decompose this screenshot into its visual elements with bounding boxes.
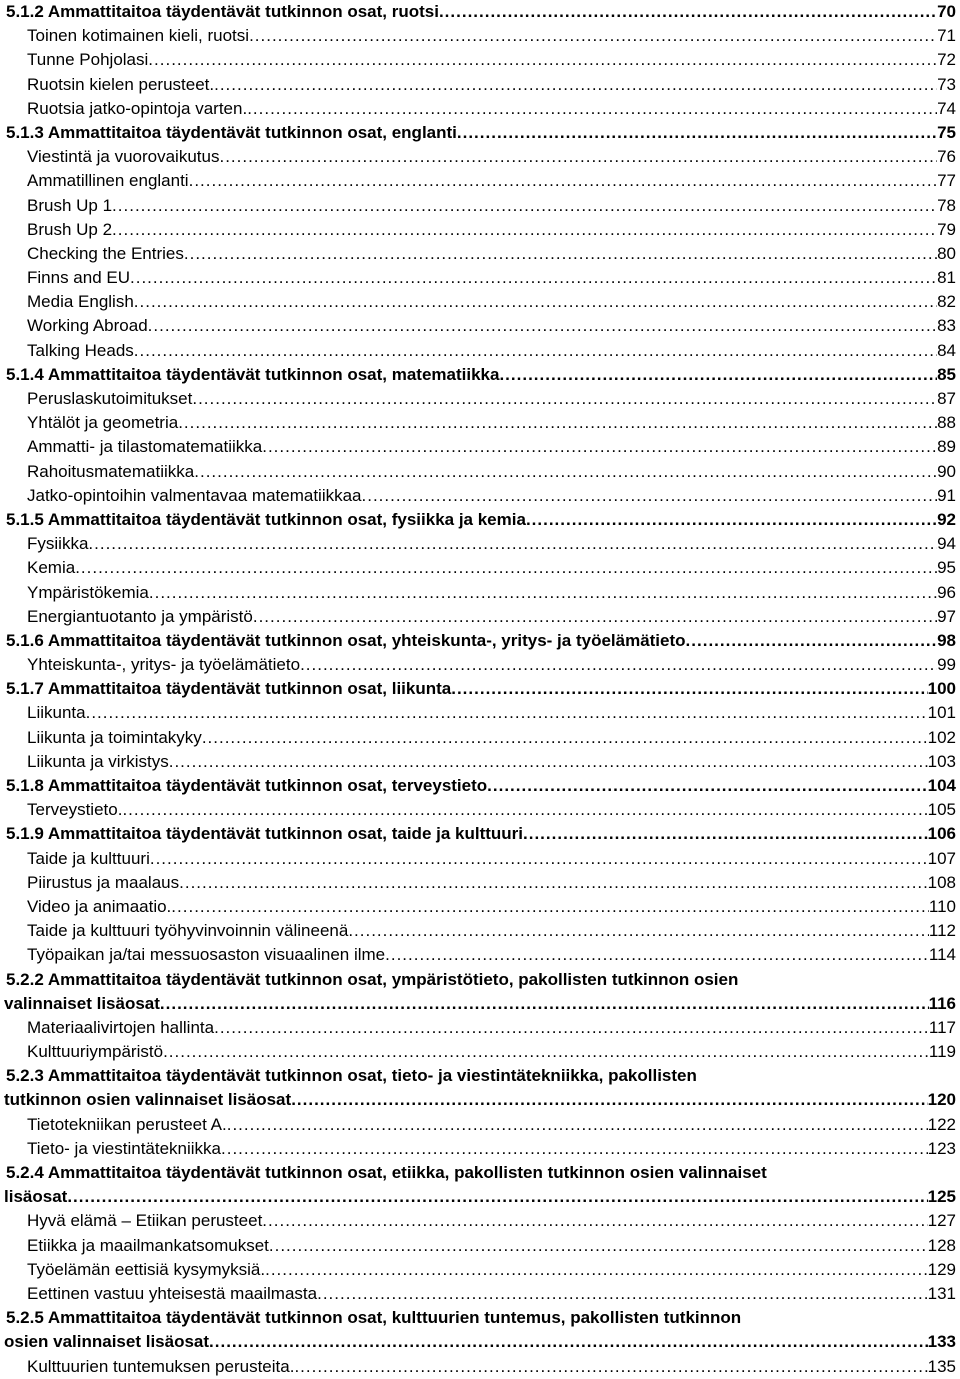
toc-page-number: 125 [927,1187,956,1207]
toc-entry[interactable] [0,97,960,121]
toc-entry-title: Video ja animaatio. [27,896,172,916]
toc-page-number: 91 [937,485,956,505]
toc-entry[interactable] [0,194,960,218]
toc-entry-title: 5.1.5 Ammattitaitoa täydentävät tutkinnon osat, fysiikka ja kemia [6,509,526,529]
toc-entry[interactable] [0,1137,960,1161]
toc-entry-title-continued: osien valinnaiset lisäosat [4,1332,210,1352]
dot-leader [457,121,937,145]
toc-entry[interactable] [0,460,960,484]
dot-leader [149,581,937,605]
toc-page-number: 75 [937,122,956,142]
dot-leader [214,73,937,97]
toc-entry-title: Tieto- ja viestintätekniikka [27,1138,222,1158]
toc-entry-title: Terveystieto. [27,800,123,820]
toc-entry[interactable] [0,435,960,459]
toc-page-number: 131 [927,1283,956,1303]
toc-entry-continuation[interactable] [0,992,960,1016]
dot-leader [269,1234,928,1258]
toc-entry-heading[interactable] [0,1306,960,1330]
toc-entry-title: Tunne Pohjolasi [27,50,149,70]
toc-entry[interactable] [0,314,960,338]
toc-page-number: 74 [937,98,956,118]
toc-entry[interactable] [0,1234,960,1258]
toc-page-number: 85 [937,364,956,384]
dot-leader [179,871,928,895]
toc-page-number: 73 [937,74,956,94]
toc-page-number: 92 [937,509,956,529]
toc-page-number: 77 [937,171,956,191]
dot-leader [134,339,937,363]
toc-entry-title: Kulttuurien tuntemuksen perusteita. [27,1356,295,1376]
dot-leader [221,1137,928,1161]
toc-entry-title: 5.1.8 Ammattitaitoa täydentävät tutkinnon osat, terveystieto [6,776,488,795]
toc-page-number: 116 [928,993,956,1013]
toc-page-number: 76 [937,147,956,167]
toc-page-number: 78 [937,195,956,215]
toc-entry-title: Fysiikka [27,534,89,554]
toc-entry[interactable] [0,605,960,629]
toc-entry-title: Liikunta ja toimintakyky [27,727,202,747]
toc-entry-title: Ruotsia jatko-opintoja varten. [27,98,248,118]
toc-entry[interactable] [0,871,960,895]
toc-entry[interactable] [0,169,960,193]
toc-entry[interactable] [0,411,960,435]
toc-page-number: 104 [927,776,956,795]
toc-page-number: 83 [937,316,956,336]
toc-entry-title: Jatko-opintoihin valmentavaa matematiikkaa [27,485,362,505]
toc-page-number: 71 [937,26,956,46]
toc-entry[interactable] [0,919,960,943]
toc-entry[interactable] [0,218,960,242]
dot-leader [148,48,937,72]
toc-page-number: 80 [937,243,956,263]
toc-section-heading[interactable] [0,121,960,145]
toc-page-number: 79 [937,219,956,239]
toc-entry-title: 5.1.7 Ammattitaitoa täydentävät tutkinnon osat, liikunta [6,679,452,699]
toc-page-number: 114 [928,945,956,965]
dot-leader [160,992,929,1016]
dot-leader [227,1113,928,1137]
toc-entry-title: Checking the Entries [27,243,184,263]
dot-leader [219,145,937,169]
dot-leader [499,363,937,387]
dot-leader [169,750,928,774]
toc-page-number: 106 [927,824,956,844]
toc-entry-title: Taide ja kulttuuri työhyvinvoinnin välineenä [27,921,349,941]
toc-section-heading[interactable] [0,629,960,653]
toc-entry-title: 5.1.6 Ammattitaitoa täydentävät tutkinnon osat, yhteiskunta-, yritys- ja työelämätieto [6,630,686,650]
toc-entry-title: Brush Up 1 [27,195,113,215]
dot-leader [134,290,937,314]
toc-section-heading[interactable] [0,363,960,387]
toc-entry[interactable] [0,339,960,363]
toc-entry-continuation[interactable] [0,1330,960,1354]
toc-entry-title: Yhtälöt ja geometria [27,413,179,433]
toc-page-number: 112 [928,921,956,941]
toc-page-number: 72 [937,50,956,70]
toc-entry-title: Viestintä ja vuorovaikutus [27,147,220,167]
toc-page-number: 97 [937,606,956,626]
toc-entry[interactable] [0,1016,960,1040]
dot-leader [163,1040,929,1064]
dot-leader [150,847,928,871]
toc-entry-title: Brush Up 2 [27,219,113,239]
dot-leader [148,314,937,338]
toc-page-number: 110 [928,896,956,916]
toc-page-number: 105 [927,800,956,820]
toc-page-number: 101 [927,703,956,723]
toc-entry[interactable] [0,145,960,169]
toc-entry-title: Työpaikan ja/tai messuosaston visuaalinen ilme [27,945,386,965]
toc-entry[interactable] [0,750,960,774]
dot-leader [194,460,937,484]
toc-entry[interactable] [0,726,960,750]
dot-leader [171,895,929,919]
dot-leader [67,1185,927,1209]
toc-entry-title: 5.2.4 Ammattitaitoa täydentävät tutkinnon osat, etiikka, pakollisten tutkinnon osien valinnaiset [6,1163,767,1182]
toc-entry-title: Materiaalivirtojen hallinta [27,1017,215,1037]
toc-entry-title-continued: lisäosat [4,1187,68,1207]
toc-page-number: 84 [937,340,956,360]
toc-section-heading[interactable] [0,508,960,532]
toc-entry-title: Hyvä elämä – Etiikan perusteet [27,1211,263,1231]
toc-page-number: 129 [927,1259,956,1279]
toc-entry[interactable] [0,701,960,725]
toc-entry[interactable] [0,895,960,919]
toc-entry[interactable] [0,1040,960,1064]
toc-page-number: 102 [927,727,956,747]
dot-leader [75,556,937,580]
toc-entry-title: Talking Heads [27,340,134,360]
toc-entry-continuation[interactable] [0,1185,960,1209]
dot-leader [122,798,927,822]
dot-leader [317,1282,928,1306]
toc-section-heading[interactable] [0,822,960,846]
toc-page-number: 94 [937,534,956,554]
dot-leader [291,1088,927,1112]
toc-page-number: 70 [937,2,956,21]
dot-leader [178,411,937,435]
toc-entry-title: 5.2.5 Ammattitaitoa täydentävät tutkinnon osat, kulttuurien tuntemus, pakollisten tutkinnon [6,1308,742,1328]
toc-entry-title-continued: tutkinnon osien valinnaiset lisäosat [4,1090,292,1110]
dot-leader [439,0,937,24]
toc-entry[interactable] [0,1355,960,1379]
toc-entry-title: Working Abroad [27,316,148,336]
toc-page-number: 117 [928,1017,956,1037]
toc-entry-title: Liikunta ja virkistys [27,751,169,771]
toc-page-number: 99 [937,655,956,675]
toc-page-number: 95 [937,558,956,578]
toc-entry[interactable] [0,290,960,314]
toc-entry-title: Taide ja kulttuuri [27,848,150,868]
toc-entry[interactable] [0,387,960,411]
toc-entry-heading[interactable] [0,1064,960,1088]
dot-leader [265,1258,928,1282]
dot-leader [189,169,937,193]
dot-leader [686,629,938,653]
toc-page-number: 123 [927,1138,956,1158]
dot-leader [523,822,928,846]
dot-leader [202,726,928,750]
toc-section-heading[interactable] [0,774,960,798]
dot-leader [112,218,937,242]
toc-page-number: 107 [927,848,956,868]
dot-leader [86,701,928,725]
toc-section-heading[interactable] [0,677,960,701]
toc-entry[interactable] [0,1258,960,1282]
dot-leader [253,605,937,629]
dot-leader [184,242,937,266]
dot-leader [249,24,937,48]
toc-entry-continuation[interactable] [0,1088,960,1112]
toc-page-number: 127 [927,1211,956,1231]
toc-page-number: 128 [927,1235,956,1255]
toc-entry[interactable] [0,1282,960,1306]
toc-entry-heading[interactable] [0,968,960,992]
dot-leader [362,484,938,508]
toc-entry[interactable] [0,242,960,266]
toc-page-number: 122 [927,1114,956,1134]
toc-page-number: 87 [937,389,956,408]
toc-entry-title: Tietotekniikan perusteet A. [27,1114,227,1134]
toc-page-number: 88 [937,413,956,433]
toc-entry-title: Liikunta [27,703,86,723]
dot-leader [214,1016,929,1040]
toc-page-number: 81 [937,268,956,288]
toc-entry[interactable] [0,24,960,48]
toc-entry-title: Ruotsin kielen perusteet. [27,74,215,94]
toc-entry-title: Toinen kotimainen kieli, ruotsi [27,26,250,46]
toc-page-number: 108 [927,872,956,892]
toc-entry-title: Kulttuuriympäristö [27,1042,164,1062]
toc-entry-title: Eettinen vastuu yhteisestä maailmasta [27,1283,318,1303]
dot-leader [262,1209,927,1233]
dot-leader [192,387,937,411]
toc-entry-title: Finns and EU [27,268,130,288]
toc-entry-title: Media English [27,292,134,312]
toc-entry-title: 5.1.9 Ammattitaitoa täydentävät tutkinnon osat, taide ja kulttuuri [6,824,524,844]
toc-entry-title: 5.1.4 Ammattitaitoa täydentävät tutkinnon osat, matematiikka [6,364,500,384]
toc-page-number: 82 [937,292,956,312]
toc-entry[interactable] [0,48,960,72]
toc-entry-title: Kemia [27,558,76,578]
toc-section-heading[interactable] [0,0,960,24]
toc-entry[interactable] [0,653,960,677]
toc-page-number: 100 [927,679,956,699]
dot-leader [209,1330,928,1354]
toc-entry[interactable] [0,798,960,822]
dot-leader [451,677,927,701]
dot-leader [112,194,937,218]
toc-entry[interactable] [0,532,960,556]
dot-leader [262,435,937,459]
toc-entry-title: Ammatillinen englanti [27,171,189,191]
toc-entry[interactable] [0,266,960,290]
toc-entry-title: Yhteiskunta-, yritys- ja työelämätieto [27,655,301,675]
toc-entry-title: 5.2.3 Ammattitaitoa täydentävät tutkinnon osat, tieto- ja viestintätekniikka, pakollisten [6,1066,697,1086]
dot-leader [294,1355,927,1379]
toc-entry[interactable] [0,581,960,605]
toc-page-number: 96 [937,582,956,602]
toc-entry-title: Piirustus ja maalaus [27,872,180,892]
toc-page-number: 103 [927,751,956,771]
toc-entry-title: 5.2.2 Ammattitaitoa täydentävät tutkinnon osat, ympäristötieto, pakollisten tutkinnon osien [6,969,739,989]
toc-entry[interactable] [0,73,960,97]
dot-leader [526,508,937,532]
toc-entry-title: 5.1.2 Ammattitaitoa täydentävät tutkinnon osat, ruotsi [6,2,439,21]
dot-leader [247,97,937,121]
toc-entry[interactable] [0,1209,960,1233]
toc-entry[interactable] [0,1113,960,1137]
toc-entry[interactable] [0,556,960,580]
dot-leader [300,653,937,677]
toc-entry[interactable] [0,847,960,871]
toc-page-number: 120 [927,1090,956,1110]
toc-page-number: 133 [927,1332,956,1352]
toc-entry-title: Peruslaskutoimitukset [27,389,193,408]
toc-entry[interactable] [0,943,960,967]
toc-entry-title: Työelämän eettisiä kysymyksiä. [27,1259,266,1279]
dot-leader [88,532,937,556]
toc-entry-title: Ammatti- ja tilastomatematiikka [27,437,263,457]
toc-page-number: 135 [927,1356,956,1376]
toc-entry-title: Etiikka ja maailmankatsomukset [27,1235,269,1255]
dot-leader [487,774,927,798]
toc-entry-title: Energiantuotanto ja ympäristö [27,606,253,626]
toc-entry-title: Ympäristökemia [27,582,149,602]
toc-entry[interactable] [0,484,960,508]
toc-entry-title: 5.1.3 Ammattitaitoa täydentävät tutkinnon osat, englanti [6,122,457,142]
dot-leader [130,266,937,290]
dot-leader [385,943,929,967]
dot-leader [348,919,929,943]
toc-page-number: 119 [928,1042,956,1062]
toc-page-number: 98 [937,630,956,650]
toc-entry-heading[interactable] [0,1161,960,1185]
toc-entry-title: Rahoitusmatematiikka [27,461,195,481]
toc-entry-title-continued: valinnaiset lisäosat [4,993,160,1013]
toc-page-number: 90 [937,461,956,481]
toc-page-number: 89 [937,437,956,457]
